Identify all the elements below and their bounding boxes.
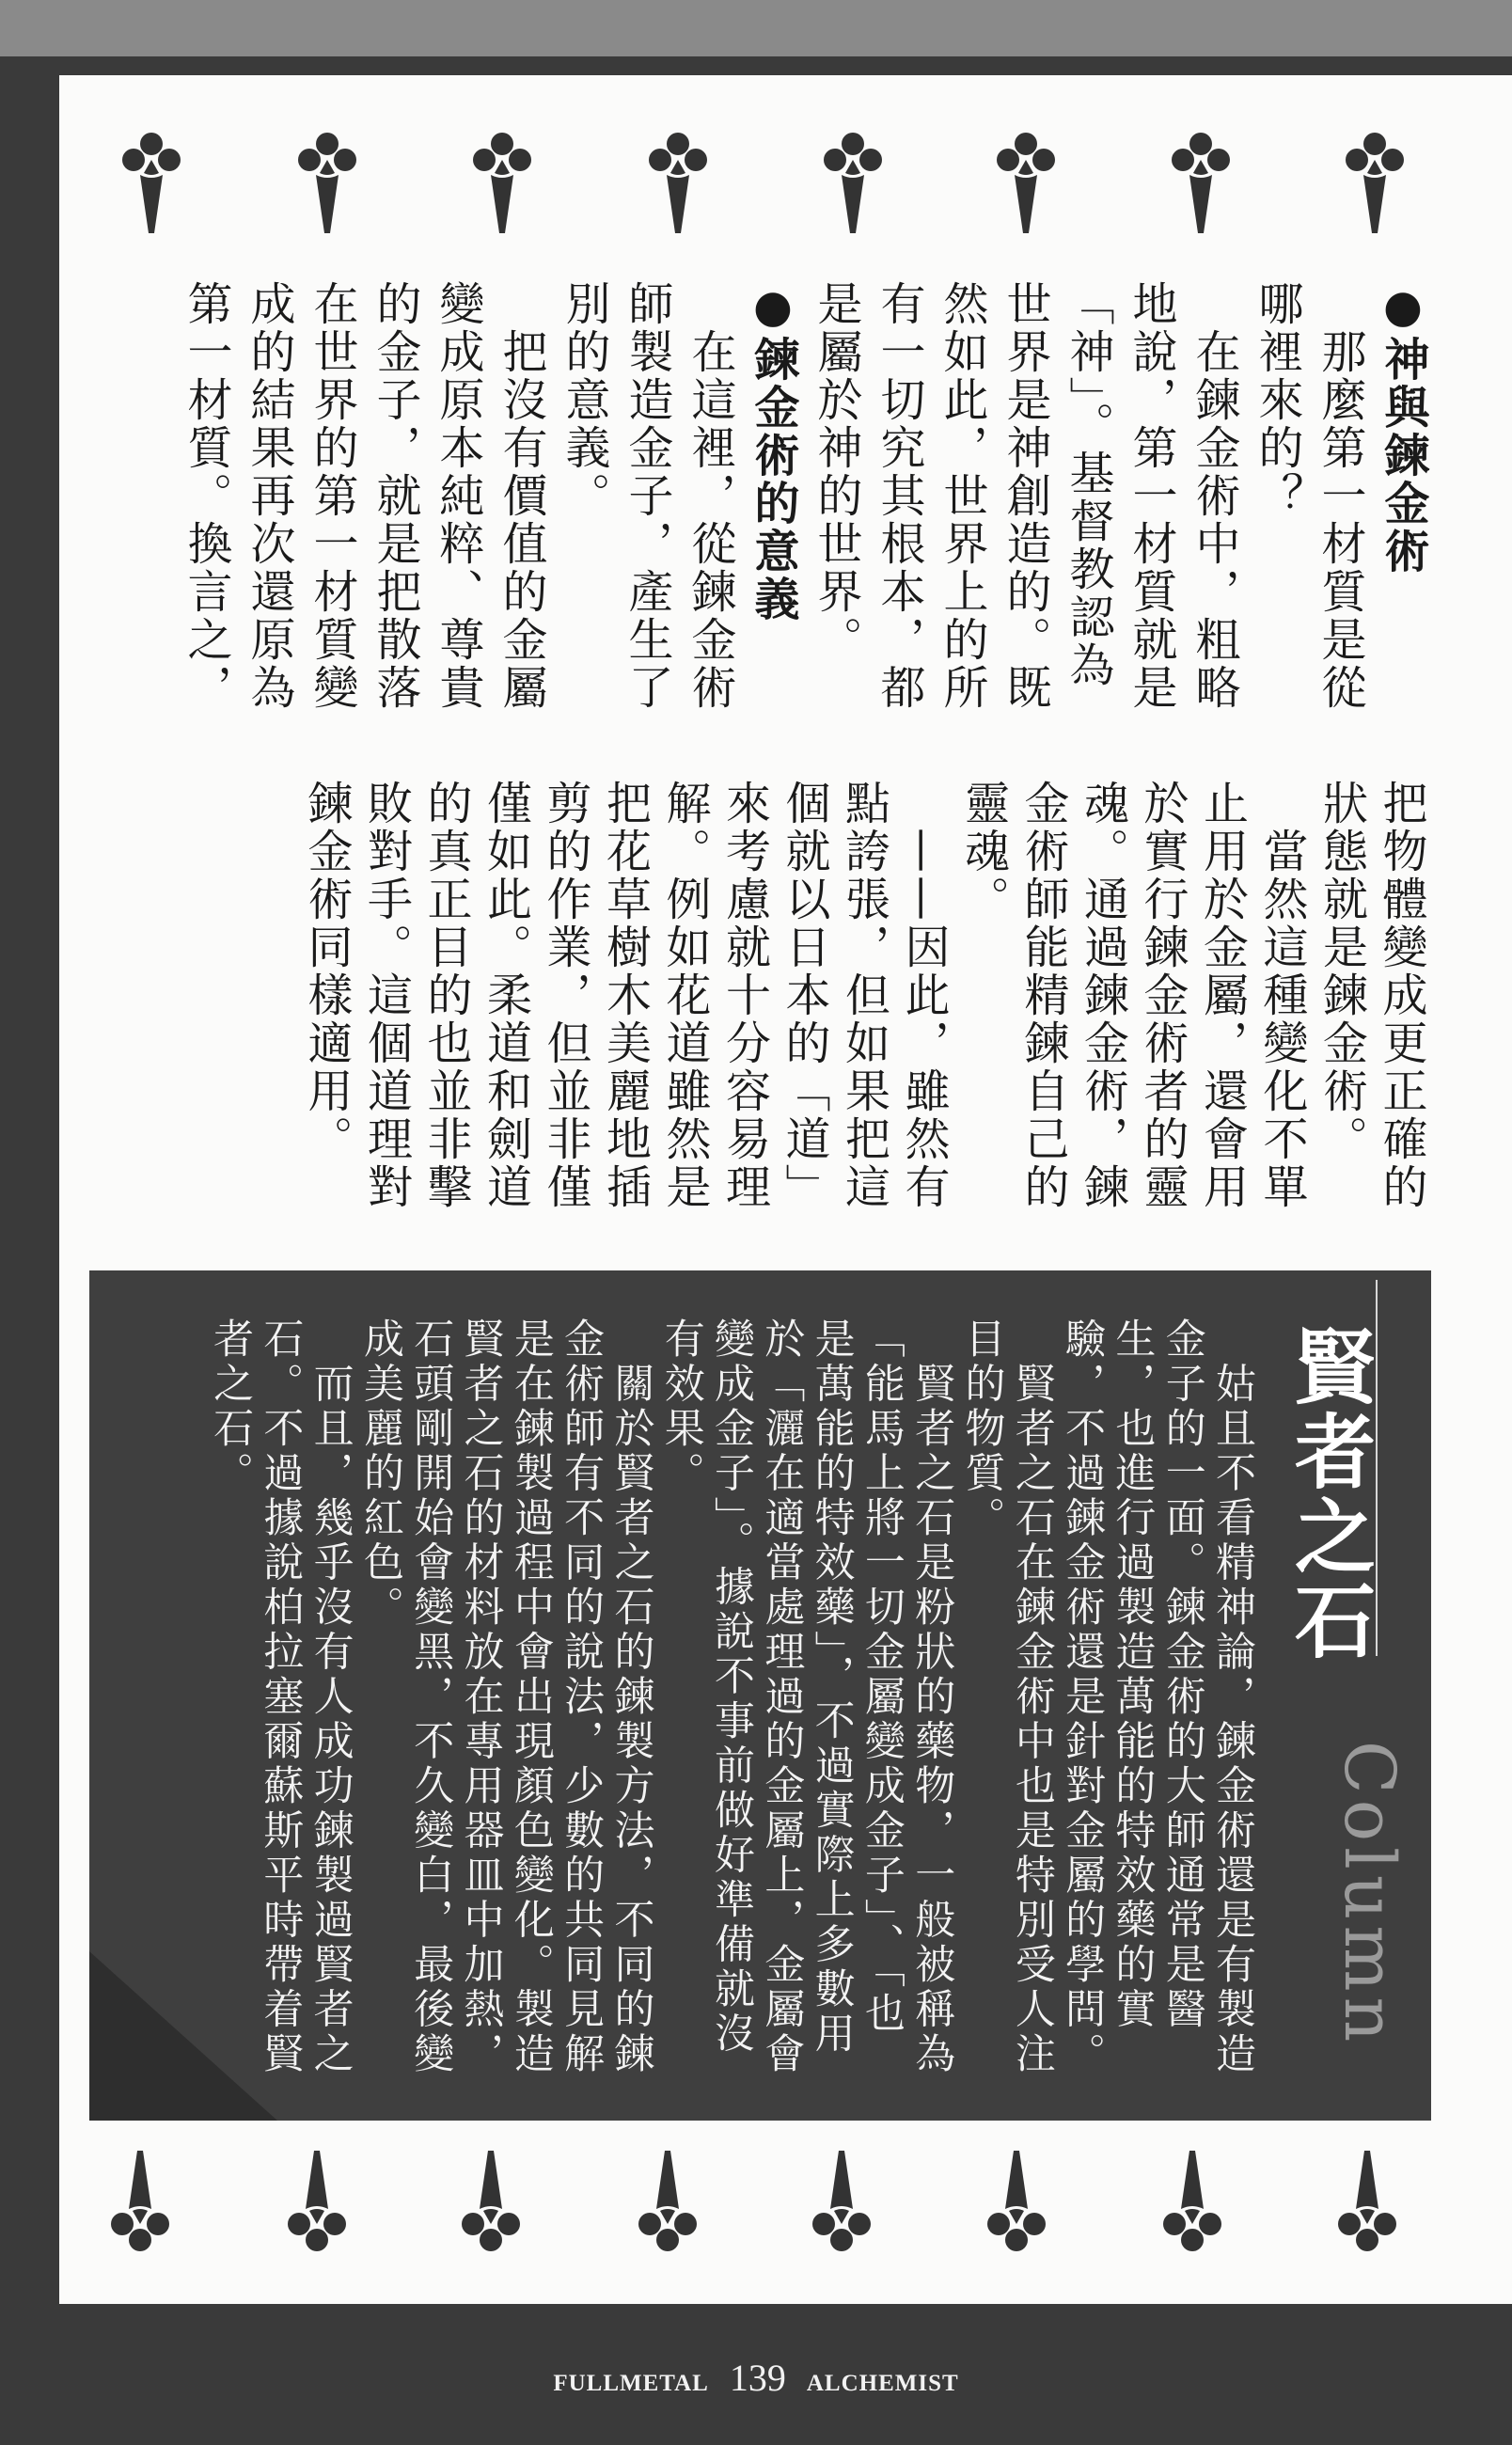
- text-line: 來考慮就十分容易理: [717, 780, 771, 1211]
- text-line: 金子的一面。鍊金術的大師通常是醫: [1158, 1317, 1206, 2032]
- text-line: 者之石。: [207, 1317, 255, 1496]
- text-line: 別的意義。: [558, 280, 610, 520]
- text-line: 驗，不過鍊金術還是針對金屬的學問。: [1059, 1317, 1107, 2077]
- text-line: 止用於金屬，還會用: [1195, 780, 1249, 1211]
- club-ornament-icon: [1334, 2149, 1400, 2252]
- text-line: 當然這種變化不單: [1255, 780, 1308, 1211]
- text-line: 在這裡，從鍊金術: [684, 280, 736, 712]
- text-line: 生，也進行過製造萬能的特效藥的實: [1109, 1317, 1157, 2032]
- club-ornament-icon: [458, 2149, 524, 2252]
- text-line: 成的結果再次還原為: [243, 280, 295, 712]
- text-line: 於「灑在適當處理過的金屬上，金屬會: [758, 1317, 806, 2077]
- text-line: 目的物質。: [958, 1317, 1006, 1541]
- text-line: 是在鍊製過程中會出現顏色變化。製造: [507, 1317, 555, 2077]
- text-line: 石。不過據說柏拉塞爾蘇斯平時帶着賢: [257, 1317, 305, 2077]
- club-ornament-icon: [820, 132, 886, 235]
- text-line: 狀態就是鍊金術。: [1315, 780, 1368, 1163]
- club-ornament-icon: [118, 132, 184, 235]
- text-line: 關於賢者之石的鍊製方法，不同的鍊: [607, 1317, 655, 2077]
- text-line: 那麼第一材質是從: [1314, 280, 1366, 712]
- text-line: 賢者之石在鍊金術中也是特別受人注: [1008, 1317, 1056, 2077]
- text-line: ——因此，雖然有: [897, 780, 950, 1211]
- text-line: 哪裡來的？: [1251, 280, 1303, 520]
- text-line: 的真正目的也並非擊: [419, 780, 472, 1211]
- column-label: Column: [1329, 1741, 1410, 2048]
- text-line: 而且，幾乎沒有人成功鍊製過賢者之: [307, 1317, 354, 2077]
- text-line: 敗對手。這個道理對: [359, 780, 413, 1211]
- column-title: 賢者之石: [1281, 1325, 1375, 1664]
- text-line: 在世界的第一材質變: [306, 280, 358, 712]
- club-ornament-icon: [993, 132, 1059, 235]
- club-ornament-icon: [284, 2149, 350, 2252]
- club-ornament-icon: [1159, 2149, 1225, 2252]
- column-divider: [1376, 1280, 1378, 1656]
- club-ornament-icon: [1342, 132, 1408, 235]
- footer-title-right: ALCHEMIST: [806, 2371, 959, 2396]
- text-line: 是萬能的特效藥」，不過實際上多數用: [808, 1317, 856, 2057]
- text-line: 地說，第一材質就是: [1125, 280, 1177, 712]
- page-number: 139: [729, 2357, 786, 2399]
- article-text-lower: [296, 780, 1431, 1211]
- article-text-upper: [174, 280, 1434, 712]
- column-text: [205, 1317, 1257, 2077]
- club-ornament-icon: [469, 132, 535, 235]
- text-line: 姑且不看精神論，鍊金術還是有製造: [1209, 1317, 1256, 2077]
- text-line: 然如此，世界上的所: [936, 280, 988, 712]
- text-line: 在鍊金術中，粗略: [1188, 280, 1240, 712]
- club-ornament-icon: [645, 132, 711, 235]
- text-line: 第一材質。換言之，: [180, 280, 232, 712]
- text-line: 世界是神創造的。既: [999, 280, 1051, 712]
- page-footer: [0, 2356, 1512, 2400]
- text-line: 靈魂。: [956, 780, 1010, 923]
- section-heading: ●鍊金術的意義: [747, 280, 799, 623]
- club-ornament-icon: [635, 2149, 701, 2252]
- club-ornament-icon: [809, 2149, 874, 2252]
- text-line: 於實行鍊金術者的靈: [1136, 780, 1189, 1211]
- section-heading: ●神與鍊金術: [1377, 280, 1429, 576]
- text-line: 點誇張，但如果把這: [837, 780, 890, 1211]
- text-line: 賢者之石是粉狀的藥物，一般被稱為: [908, 1317, 956, 2077]
- text-line: 石頭剛開始會變黑，不久變白，最後變: [407, 1317, 455, 2077]
- text-line: 把沒有價值的金屬: [495, 280, 547, 712]
- text-line: 成美麗的紅色。: [356, 1317, 404, 1631]
- text-line: 把花草樹木美麗地插: [598, 780, 652, 1211]
- text-line: 賢者之石的材料放在專用器皿中加熱，: [457, 1317, 505, 2077]
- text-line: 的金子，就是把散落: [369, 280, 421, 712]
- text-line: 魂。通過鍊金術，鍊: [1076, 780, 1129, 1211]
- text-line: 「能馬上將一切金屬變成金子」、「也: [858, 1317, 906, 2037]
- text-line: 有效果。: [657, 1317, 705, 1496]
- page-edge: [0, 0, 1512, 56]
- footer-title-left: FULLMETAL: [553, 2371, 709, 2396]
- text-line: 是屬於神的世界。: [810, 280, 862, 664]
- column-box: [89, 1270, 1431, 2121]
- text-line: 僅如此。柔道和劍道: [479, 780, 532, 1211]
- text-line: 金術師能精鍊自己的: [1016, 780, 1069, 1211]
- text-line: 師製造金子，產生了: [621, 280, 673, 712]
- text-line: 解。例如花道雖然是: [658, 780, 711, 1211]
- text-line: 把物體變成更正確的: [1375, 780, 1427, 1211]
- text-line: 變成金子」。據說不事前做好準備就沒: [708, 1317, 756, 2057]
- text-line: 個就以日本的「道」: [778, 780, 830, 1211]
- text-line: 鍊金術同樣適用。: [300, 780, 353, 1163]
- club-ornament-icon: [107, 2149, 173, 2252]
- text-line: 金術師有不同的說法，少數的共同見解: [558, 1317, 606, 2077]
- text-line: 剪的作業，但並非僅: [539, 780, 591, 1211]
- club-ornament-icon: [294, 132, 360, 235]
- club-ornament-icon: [1168, 132, 1234, 235]
- club-ornament-icon: [984, 2149, 1049, 2252]
- text-line: 變成原本純粹、尊貴: [432, 280, 484, 712]
- text-line: 「神」。基督教認為: [1062, 280, 1114, 689]
- text-line: 有一切究其根本，都: [873, 280, 925, 712]
